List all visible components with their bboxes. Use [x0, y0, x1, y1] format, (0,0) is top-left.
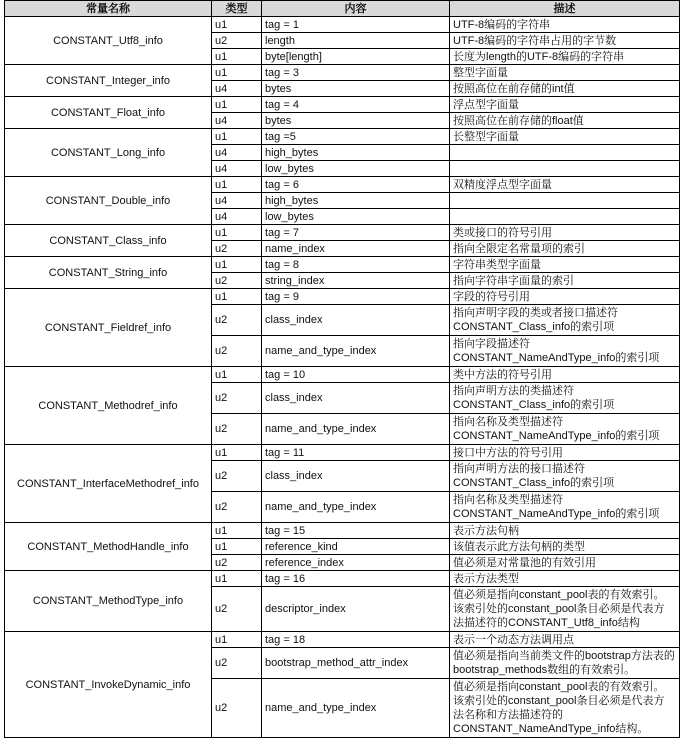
type-cell: u1: [212, 523, 262, 539]
description-line: bootstrap_methods数组的有效索引。: [453, 664, 636, 676]
description-cell: [450, 65, 680, 81]
content-cell: tag = 10: [262, 367, 450, 383]
description-cell: [450, 523, 680, 539]
description-line: 整型字面量: [453, 66, 508, 79]
table-row: [5, 177, 680, 193]
content-cell: name_and_type_index: [262, 679, 450, 738]
description-line: CONSTANT_NameAndType_info的索引项: [453, 430, 660, 442]
constant-name-cell: CONSTANT_InterfaceMethodref_info: [5, 445, 212, 523]
description-line: 接口中方法的符号引用: [453, 446, 563, 459]
content-cell: class_index: [262, 461, 450, 492]
description-line: 值必须是指向constant_pool表的有效索引。: [453, 681, 665, 693]
description-line: CONSTANT_Class_info的索引项: [453, 321, 615, 333]
description-line: 指向全限定名常量项的索引: [453, 242, 585, 255]
constant-name-cell: CONSTANT_Integer_info: [5, 65, 212, 97]
description-line: 长度为length的UTF-8编码的字符串: [453, 50, 625, 63]
type-cell: u1: [212, 129, 262, 145]
constant-pool-table-container: [4, 0, 679, 738]
type-cell: u2: [212, 414, 262, 445]
description-cell: [450, 461, 680, 492]
description-line: UTF-8编码的字符串占用的字节数: [453, 34, 617, 47]
description-line: CONSTANT_NameAndType_info的索引项: [453, 508, 660, 520]
type-cell: u2: [212, 336, 262, 367]
table-row: [5, 632, 680, 648]
content-cell: bytes: [262, 113, 450, 129]
type-cell: u4: [212, 161, 262, 177]
table-row: [5, 367, 680, 383]
table-row: [5, 97, 680, 113]
content-cell: tag = 7: [262, 225, 450, 241]
description-line: 该值表示此方法句柄的类型: [453, 540, 585, 553]
constant-name-cell: CONSTANT_MethodHandle_info: [5, 523, 212, 571]
constant-name-cell: CONSTANT_Methodref_info: [5, 367, 212, 445]
description-line: 长整型字面量: [453, 130, 519, 143]
type-cell: u2: [212, 679, 262, 738]
description-cell: [450, 648, 680, 679]
type-cell: u4: [212, 145, 262, 161]
content-cell: tag = 1: [262, 17, 450, 33]
type-cell: u2: [212, 383, 262, 414]
description-line: 双精度浮点型字面量: [453, 178, 552, 191]
header-row: [5, 1, 680, 17]
constant-name-cell: CONSTANT_Class_info: [5, 225, 212, 257]
type-cell: u2: [212, 305, 262, 336]
content-cell: tag = 11: [262, 445, 450, 461]
header-type: 类型: [212, 1, 262, 17]
description-line: CONSTANT_Class_info的索引项: [453, 477, 615, 489]
description-cell: [450, 129, 680, 145]
type-cell: u4: [212, 81, 262, 97]
content-cell: tag = 3: [262, 65, 450, 81]
content-cell: class_index: [262, 383, 450, 414]
content-cell: low_bytes: [262, 209, 450, 225]
description-line: CONSTANT_NameAndType_info的索引项: [453, 352, 660, 364]
constant-name-cell: CONSTANT_Float_info: [5, 97, 212, 129]
description-line: 指向声明方法的类描述符: [453, 385, 574, 397]
content-cell: reference_kind: [262, 539, 450, 555]
content-cell: reference_index: [262, 555, 450, 571]
content-cell: tag = 15: [262, 523, 450, 539]
description-cell: [450, 145, 680, 161]
description-cell: [450, 273, 680, 289]
description-line: 指向名称及类型描述符: [453, 494, 563, 506]
description-cell: [450, 367, 680, 383]
description-line: 按照高位在前存储的float值: [453, 114, 584, 127]
constant-name-cell: CONSTANT_MethodType_info: [5, 571, 212, 632]
type-cell: u2: [212, 461, 262, 492]
description-line: 值必须是对常量池的有效引用: [453, 556, 596, 569]
description-line: 表示方法类型: [453, 572, 519, 585]
description-cell: [450, 336, 680, 367]
content-cell: bytes: [262, 81, 450, 97]
type-cell: u1: [212, 225, 262, 241]
table-row: [5, 257, 680, 273]
content-cell: tag = 8: [262, 257, 450, 273]
description-cell: [450, 257, 680, 273]
description-cell: [450, 679, 680, 738]
constant-name-cell: CONSTANT_InvokeDynamic_info: [5, 632, 212, 738]
description-cell: [450, 445, 680, 461]
table-row: [5, 523, 680, 539]
type-cell: u1: [212, 289, 262, 305]
description-line: 指向字段描述符: [453, 338, 530, 350]
description-line: 该索引处的constant_pool条目必须是代表方: [453, 603, 665, 615]
table-body: [5, 17, 680, 738]
constant-name-cell: CONSTANT_Utf8_info: [5, 17, 212, 65]
type-cell: u1: [212, 445, 262, 461]
table-row: [5, 65, 680, 81]
description-cell: [450, 193, 680, 209]
description-line: UTF-8编码的字符串: [453, 18, 551, 31]
type-cell: u1: [212, 97, 262, 113]
description-cell: [450, 241, 680, 257]
constant-name-cell: CONSTANT_Double_info: [5, 177, 212, 225]
table-row: [5, 17, 680, 33]
description-cell: [450, 81, 680, 97]
type-cell: u1: [212, 65, 262, 81]
type-cell: u1: [212, 367, 262, 383]
content-cell: name_and_type_index: [262, 492, 450, 523]
content-cell: bootstrap_method_attr_index: [262, 648, 450, 679]
type-cell: u2: [212, 555, 262, 571]
table-row: [5, 225, 680, 241]
content-cell: tag = 16: [262, 571, 450, 587]
description-cell: [450, 587, 680, 632]
description-cell: [450, 49, 680, 65]
constant-name-cell: CONSTANT_Long_info: [5, 129, 212, 177]
content-cell: byte[length]: [262, 49, 450, 65]
table-row: [5, 129, 680, 145]
description-line: 指向字符串字面量的索引: [453, 274, 574, 287]
description-cell: [450, 555, 680, 571]
type-cell: u1: [212, 571, 262, 587]
header-content: 内容: [262, 1, 450, 17]
description-line: CONSTANT_Class_info的索引项: [453, 399, 615, 411]
description-line: 类中方法的符号引用: [453, 368, 552, 381]
description-cell: [450, 161, 680, 177]
description-line: 法描述符的CONSTANT_Utf8_info结构: [453, 617, 640, 629]
description-cell: [450, 414, 680, 445]
description-cell: [450, 113, 680, 129]
content-cell: tag = 6: [262, 177, 450, 193]
table-row: [5, 289, 680, 305]
description-line: 浮点型字面量: [453, 98, 519, 111]
description-cell: [450, 225, 680, 241]
type-cell: u2: [212, 492, 262, 523]
description-line: 指向名称及类型描述符: [453, 416, 563, 428]
content-cell: tag =5: [262, 129, 450, 145]
description-line: 类或接口的符号引用: [453, 226, 552, 239]
description-line: CONSTANT_NameAndType_info结构。: [453, 723, 649, 735]
description-line: 表示一个动态方法调用点: [453, 633, 574, 646]
type-cell: u2: [212, 587, 262, 632]
description-cell: [450, 539, 680, 555]
header-constant-name: 常量名称: [5, 1, 212, 17]
type-cell: u1: [212, 632, 262, 648]
constant-name-cell: CONSTANT_String_info: [5, 257, 212, 289]
content-cell: tag = 18: [262, 632, 450, 648]
description-cell: [450, 17, 680, 33]
content-cell: descriptor_index: [262, 587, 450, 632]
description-line: 字段的符号引用: [453, 290, 530, 303]
description-cell: [450, 571, 680, 587]
content-cell: name_and_type_index: [262, 336, 450, 367]
description-line: 值必须是指向当前类文件的bootstrap方法表的: [453, 650, 675, 662]
type-cell: u2: [212, 241, 262, 257]
description-cell: [450, 209, 680, 225]
type-cell: u2: [212, 273, 262, 289]
description-line: 该索引处的constant_pool条目必须是代表方: [453, 695, 665, 707]
content-cell: high_bytes: [262, 193, 450, 209]
type-cell: u1: [212, 49, 262, 65]
description-cell: [450, 97, 680, 113]
description-cell: [450, 289, 680, 305]
content-cell: class_index: [262, 305, 450, 336]
content-cell: tag = 9: [262, 289, 450, 305]
description-cell: [450, 492, 680, 523]
description-line: 指向声明字段的类或者接口描述符: [453, 307, 618, 319]
type-cell: u1: [212, 539, 262, 555]
description-line: 按照高位在前存储的int值: [453, 82, 575, 95]
constant-name-cell: CONSTANT_Fieldref_info: [5, 289, 212, 367]
content-cell: high_bytes: [262, 145, 450, 161]
type-cell: u1: [212, 17, 262, 33]
type-cell: u1: [212, 177, 262, 193]
content-cell: name_index: [262, 241, 450, 257]
table-row: [5, 445, 680, 461]
type-cell: u2: [212, 648, 262, 679]
description-cell: [450, 305, 680, 336]
description-cell: [450, 177, 680, 193]
description-cell: [450, 632, 680, 648]
content-cell: tag = 4: [262, 97, 450, 113]
type-cell: u4: [212, 209, 262, 225]
content-cell: length: [262, 33, 450, 49]
description-line: 字符串类型字面量: [453, 258, 541, 271]
constant-pool-table: [4, 0, 680, 738]
description-line: 值必须是指向constant_pool表的有效索引。: [453, 589, 665, 601]
description-cell: [450, 33, 680, 49]
type-cell: u2: [212, 33, 262, 49]
header-description: 描述: [450, 1, 680, 17]
content-cell: string_index: [262, 273, 450, 289]
type-cell: u4: [212, 193, 262, 209]
description-line: 表示方法句柄: [453, 524, 519, 537]
description-line: 法名称和方法描述符的: [453, 709, 563, 721]
type-cell: u1: [212, 257, 262, 273]
description-line: 指向声明方法的接口描述符: [453, 463, 585, 475]
content-cell: name_and_type_index: [262, 414, 450, 445]
type-cell: u4: [212, 113, 262, 129]
description-cell: [450, 383, 680, 414]
content-cell: low_bytes: [262, 161, 450, 177]
table-row: [5, 571, 680, 587]
